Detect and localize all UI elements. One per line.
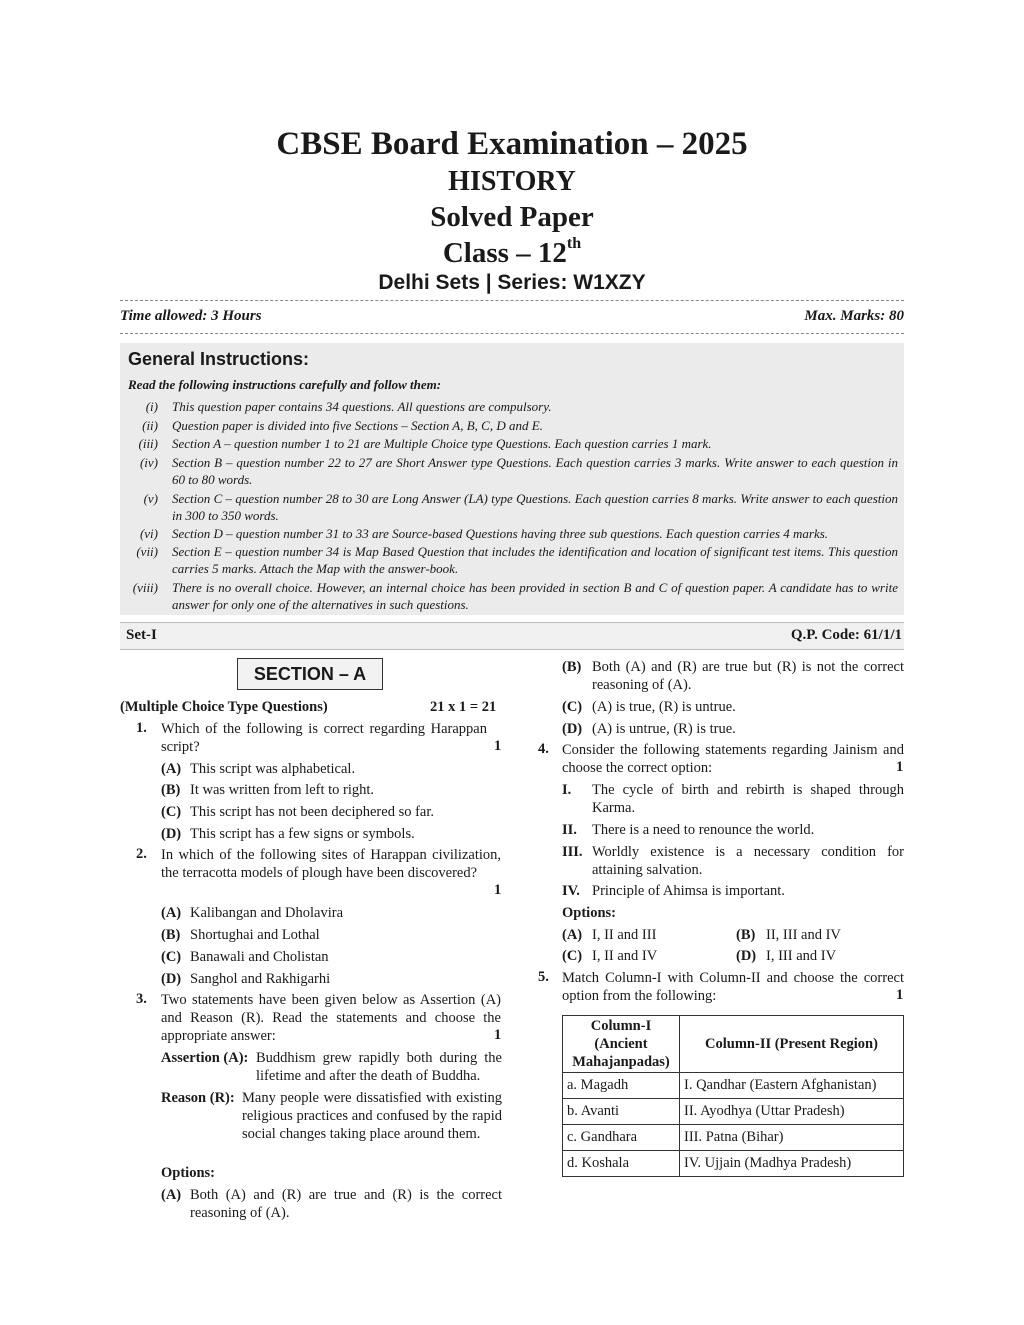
instruction-number: (iii) bbox=[138, 436, 158, 451]
option-key: (A) bbox=[562, 927, 583, 943]
option-text: Sanghol and Rakhigarhi bbox=[190, 971, 331, 987]
set-label: Set-I bbox=[126, 627, 157, 643]
options-label: Options: bbox=[562, 905, 616, 921]
column-header: Column-II (Present Region) bbox=[680, 1016, 904, 1073]
question-text: Two statements have been given below as Assertion (A) and Reason (R). Read the statements and choose the appropriate answer: bbox=[161, 992, 501, 1044]
table-row bbox=[563, 1151, 904, 1177]
option-text: (A) is untrue, (R) is true. bbox=[592, 721, 736, 737]
option-text: Shortughai and Lothal bbox=[190, 927, 320, 943]
option-text: I, II and III bbox=[592, 927, 657, 943]
statement-text: Principle of Ahimsa is important. bbox=[592, 883, 785, 899]
option-text: Banawali and Cholistan bbox=[190, 949, 329, 965]
instruction-text: Question paper is divided into five Sections – Section A, B, C, D and E. bbox=[172, 418, 543, 433]
option-key: (A) bbox=[161, 905, 182, 921]
statement-key: I. bbox=[562, 782, 572, 798]
option-key: (C) bbox=[562, 699, 583, 715]
option-key: (B) bbox=[161, 927, 181, 943]
question-mark: 1 bbox=[494, 882, 502, 898]
assertion-label: Assertion (A): bbox=[161, 1050, 249, 1066]
class-label: Class – 12 bbox=[442, 237, 567, 269]
instruction-number: (vii) bbox=[136, 544, 158, 559]
instruction-text: Section E – question number 34 is Map Based Question that includes the identification and location of significant test items. This question carries 5 marks. Attach the Map with the answer-book. bbox=[172, 544, 898, 576]
reason-text: Many people were dissatisfied with existing religious practices and confused by the rapid social changes taking place around them. bbox=[242, 1090, 502, 1142]
max-marks: Max. Marks: 80 bbox=[804, 308, 904, 324]
option-key: (C) bbox=[161, 804, 182, 820]
question-text: Match Column-I with Column-II and choose the correct option from the following: bbox=[562, 970, 904, 1004]
option-key: (B) bbox=[736, 927, 756, 943]
instruction-text: There is no overall choice. However, an internal choice has been provided in section B and C of question paper. A candidate has to write answer for only one of the alternatives in such questions. bbox=[172, 580, 898, 612]
table-row bbox=[563, 1099, 904, 1125]
option-text: I, III and IV bbox=[766, 948, 837, 964]
option-text: This script has not been deciphered so far. bbox=[190, 804, 435, 820]
general-instructions bbox=[120, 343, 904, 615]
question-number: 2. bbox=[136, 846, 147, 862]
qp-code: Q.P. Code: 61/1/1 bbox=[790, 627, 902, 643]
option-text: I, II and IV bbox=[592, 948, 658, 964]
statement-key: II. bbox=[562, 822, 577, 838]
question-number: 1. bbox=[136, 720, 147, 736]
option-text: This script has a few signs or symbols. bbox=[190, 826, 415, 842]
instruction-number: (viii) bbox=[132, 580, 158, 595]
column-header: Column-I (Ancient Mahajanpadas) bbox=[563, 1016, 680, 1073]
option-key: (D) bbox=[736, 948, 757, 964]
table-cell: II. Ayodhya (Uttar Pradesh) bbox=[680, 1099, 904, 1125]
option-text: Both (A) and (R) are true and (R) is the correct reasoning of (A). bbox=[190, 1187, 502, 1221]
section-heading: SECTION – A bbox=[237, 658, 383, 690]
section-subtitle: (Multiple Choice Type Questions) bbox=[120, 699, 328, 715]
subject-title: HISTORY bbox=[448, 166, 576, 197]
question-mark: 1 bbox=[896, 759, 904, 775]
question-number: 3. bbox=[136, 991, 147, 1007]
divider-top bbox=[120, 300, 904, 301]
option-text: It was written from left to right. bbox=[190, 782, 375, 798]
option-key: (C) bbox=[562, 948, 583, 964]
question-mark: 1 bbox=[494, 738, 502, 754]
table-cell: a. Magadh bbox=[563, 1073, 680, 1099]
class-suffix: th bbox=[566, 235, 582, 252]
table-row bbox=[563, 1073, 904, 1099]
time-allowed: Time allowed: 3 Hours bbox=[120, 308, 262, 324]
option-key: (A) bbox=[161, 1187, 182, 1203]
table-cell: IV. Ujjain (Madhya Pradesh) bbox=[680, 1151, 904, 1177]
assertion-text: Buddhism grew rapidly both during the lifetime and after the death of Buddha. bbox=[256, 1050, 502, 1084]
table-cell: I. Qandhar (Eastern Afghanistan) bbox=[680, 1073, 904, 1099]
instruction-text: Section C – question number 28 to 30 are Long Answer (LA) type Questions. Each question carries 8 marks. Write answer to each question in 300 to 350 words. bbox=[172, 491, 898, 523]
instructions-lead: Read the following instructions carefully and follow them: bbox=[128, 377, 442, 392]
instruction-text: Section A – question number 1 to 21 are Multiple Choice type Questions. Each question carries 1 mark. bbox=[172, 436, 712, 451]
statement-key: III. bbox=[562, 844, 583, 860]
statement-text: Worldly existence is a necessary condition for attaining salvation. bbox=[592, 844, 904, 878]
table-row bbox=[563, 1125, 904, 1151]
statement-key: IV. bbox=[562, 883, 580, 899]
question-text: Consider the following statements regarding Jainism and choose the correct option: bbox=[562, 742, 904, 776]
question-number: 5. bbox=[538, 969, 549, 985]
set-row bbox=[120, 622, 904, 650]
instruction-number: (i) bbox=[145, 399, 158, 414]
instruction-number: (ii) bbox=[142, 418, 158, 433]
instructions-title: General Instructions: bbox=[128, 349, 310, 369]
class-title bbox=[0, 237, 1024, 270]
match-table bbox=[562, 1015, 904, 1177]
question-text: Which of the following is correct regarding Harappan script? bbox=[161, 721, 487, 755]
option-text: Both (A) and (R) are true but (R) is not the correct reasoning of (A). bbox=[592, 659, 904, 693]
question-mark: 1 bbox=[896, 987, 904, 1003]
option-key: (D) bbox=[161, 971, 182, 987]
option-key: (B) bbox=[161, 782, 181, 798]
statement-text: The cycle of birth and rebirth is shaped through Karma. bbox=[592, 782, 904, 816]
option-key: (D) bbox=[161, 826, 182, 842]
option-text: (A) is true, (R) is untrue. bbox=[592, 699, 736, 715]
table-cell: III. Patna (Bihar) bbox=[680, 1125, 904, 1151]
option-key: (C) bbox=[161, 949, 182, 965]
option-text: Kalibangan and Dholavira bbox=[190, 905, 344, 921]
option-text: This script was alphabetical. bbox=[190, 761, 356, 777]
option-text: II, III and IV bbox=[766, 927, 841, 943]
options-label: Options: bbox=[161, 1165, 215, 1181]
instruction-number: (iv) bbox=[139, 455, 158, 470]
instruction-text: Section B – question number 22 to 27 are Short Answer type Questions. Each question carries 3 marks. Write answer to each question in 60 to 80 words. bbox=[172, 455, 898, 487]
question-mark: 1 bbox=[494, 1027, 502, 1043]
option-key: (A) bbox=[161, 761, 182, 777]
option-key: (D) bbox=[562, 721, 583, 737]
table-cell: c. Gandhara bbox=[563, 1125, 680, 1151]
reason-label: Reason (R): bbox=[161, 1090, 235, 1106]
exam-title: CBSE Board Examination – 2025 bbox=[276, 126, 748, 162]
paper-title: Solved Paper bbox=[430, 201, 594, 233]
section-marks: 21 x 1 = 21 bbox=[430, 699, 497, 715]
statement-text: There is a need to renounce the world. bbox=[592, 822, 815, 838]
question-number: 4. bbox=[538, 741, 549, 757]
table-cell: d. Koshala bbox=[563, 1151, 680, 1177]
instruction-text: This question paper contains 34 questions. All questions are compulsory. bbox=[172, 399, 552, 414]
instruction-text: Section D – question number 31 to 33 are Source-based Questions having three sub questions. Each question carries 4 marks. bbox=[172, 526, 829, 541]
series-line: Delhi Sets | Series: W1XZY bbox=[378, 271, 646, 294]
instruction-number: (v) bbox=[143, 491, 158, 506]
instruction-number: (vi) bbox=[139, 526, 158, 541]
divider-bottom bbox=[120, 333, 904, 334]
question-text: In which of the following sites of Harappan civilization, the terracotta models of plough have been discovered? bbox=[161, 847, 501, 881]
table-cell: b. Avanti bbox=[563, 1099, 680, 1125]
option-key: (B) bbox=[562, 659, 582, 675]
